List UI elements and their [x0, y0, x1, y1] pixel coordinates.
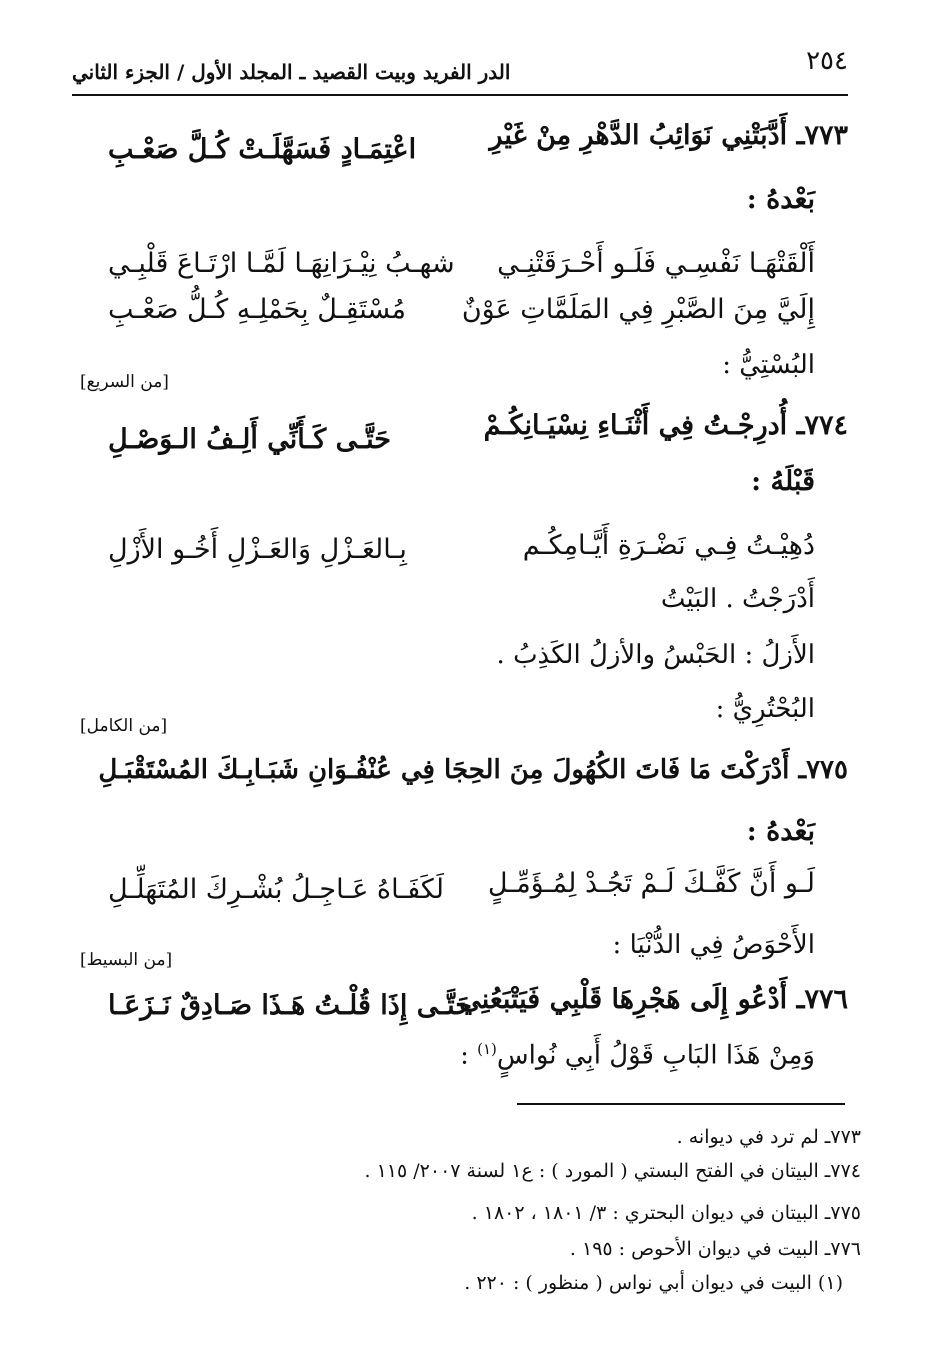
footnote: (١) البيت في ديوان أبي نواس ( منظور ) : ٢٢٠ .: [464, 1272, 843, 1294]
footnote: ٧٧٣ـ لم ترد في ديوانه .: [676, 1126, 861, 1148]
hemistich-left: اعْتِمَـادٍ فَسَهَّلَـتْ كُـلَّ صَعْـبِ: [108, 134, 417, 165]
poet-label: البُحْتُرِيُّ :: [715, 694, 815, 724]
verse-left: لَكَفَـاهُ عَـاجِـلُ بُشْـرِكَ المُتَهَلِّـلِ: [108, 874, 445, 905]
verse-right: أَلْقَتْهَـا نَفْسِـي فَلَـو أَحْـرَقَتْنِـي: [497, 248, 815, 279]
entry-775: [98, 755, 848, 785]
verse-left: بِـالعَـزْلِ وَالعَـزْلِ أَخُـو الأَزْلِ: [108, 534, 407, 565]
hemistich-right: أَدْعُو إِلَى هَجْرِهَا قَلْبِي فَيَتْبَعُنِي: [459, 984, 788, 1015]
hemistich-left: حَتَّـى إِذَا قُلْـتُ هَـذَا صَـادِقٌ نَـزَعَـا: [108, 990, 472, 1021]
closing-colon: :: [460, 1040, 469, 1071]
entry-776: [459, 984, 848, 1015]
verse-left: مُسْتَقِـلٌ بِحَمْلِـهِ كُـلُّ صَعْـبِ: [108, 294, 406, 325]
footnote-ref: (١): [477, 1040, 497, 1058]
entry-number: ٧٧٦ـ: [796, 984, 848, 1015]
footnote: ٧٧٤ـ البيتان في الفتح البستي ( المورد ) : ع١ لسنة ٢٠٠٧/ ١١٥ .: [364, 1160, 861, 1182]
footnote-divider: [517, 1103, 845, 1105]
entry-number: ٧٧٣ـ: [796, 120, 848, 151]
closing-line: [460, 1040, 815, 1071]
footnote: ٧٧٦ـ البيت في ديوان الأحوص : ١٩٥ .: [569, 1238, 861, 1260]
section-label: بَعْدهُ :: [746, 816, 815, 847]
text-line: أَدْرَجْتُ . البَيْتُ: [660, 584, 815, 614]
hemistich-left: حَتَّـى كَـأَنِّي أَلِـفُ الـوَصْـلِ: [108, 424, 391, 455]
meter-label: [من السريع]: [80, 372, 169, 392]
meter-label: [من البسيط]: [80, 950, 173, 970]
section-label: قَبْلَهُ :: [751, 466, 815, 497]
verse-right: إِلَيَّ مِنَ الصَّبْرِ فِي المَلَمَّاتِ عَوْنٌ: [461, 294, 815, 325]
meter-label: [من الكامل]: [80, 716, 168, 736]
verse-left: شهـبُ نِيْـرَانِهَـا لَمَّـا ارْتَـاعَ قَلْبِـي: [108, 248, 455, 279]
full-verse: أَدْرَكْتَ مَا فَاتَ الكُهُولَ مِنَ الحِجَا فِي عُنْفُـوَانِ شَبَـابِـكَ المُسْتَقْبَـلِ: [98, 755, 790, 785]
hemistich-right: أُدرِجْـتُ فِي أَثْنَـاءِ نِسْيَـانِكُـمْ: [483, 410, 788, 441]
entry-number: ٧٧٤ـ: [796, 410, 848, 441]
footnote: ٧٧٥ـ البيتان في ديوان البحتري : ٣/ ١٨٠١ ، ١٨٠٢ .: [471, 1202, 861, 1224]
verse-right: دُهِيْـتُ فِـي نَضْـرَةِ أَيَّـامِكُـم: [522, 530, 815, 561]
closing-text: وَمِنْ هَذَا البَابِ قَوْلُ أَبِي نُواسٍ: [496, 1040, 815, 1071]
verse-right: لَـو أَنَّ كَفَّـكَ لَـمْ تَجُـدْ لِمُـؤَمِّـلٍ: [487, 868, 815, 899]
poet-label: البُسْتِيُّ :: [722, 350, 815, 380]
page-number: ٢٥٤: [806, 46, 848, 76]
hemistich-right: أَدَّبَتْنِي نَوَائِبُ الدَّهْرِ مِنْ غَيْرِ: [489, 120, 788, 151]
running-title: الدر الفريد وبيت القصيد ـ المجلد الأول / الجزء الثاني: [72, 60, 511, 84]
section-label: بَعْدهُ :: [746, 184, 815, 215]
running-header: [72, 44, 848, 96]
entry-number: ٧٧٥ـ: [798, 755, 848, 785]
text-line: الأَزلُ : الحَبْسُ والأزلُ الكَذِبُ .: [496, 640, 815, 670]
poet-label: الأَحْوَصُ فِي الدُّنْيَا :: [612, 930, 815, 960]
entry-774: [484, 410, 848, 441]
entry-773: [490, 120, 849, 151]
